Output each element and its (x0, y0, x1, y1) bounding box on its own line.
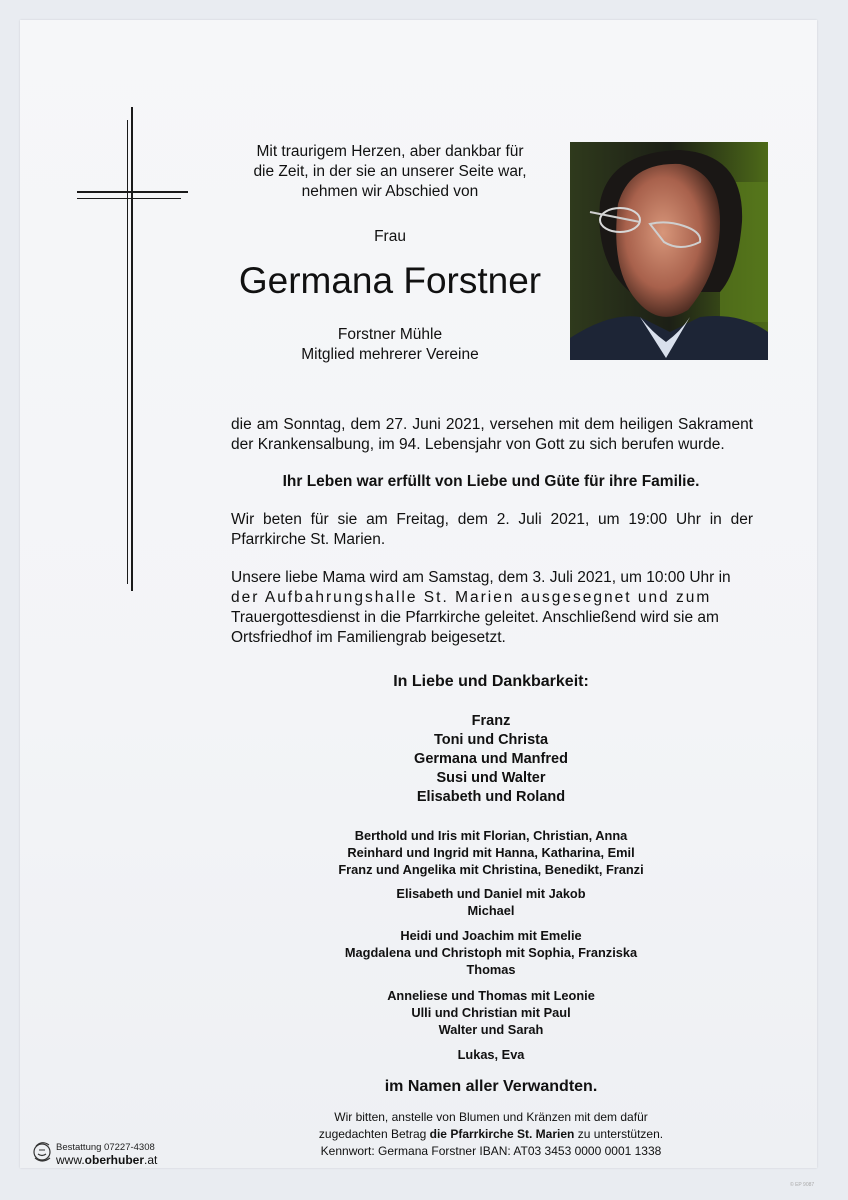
list-item: Germana und Manfred (414, 751, 568, 767)
list-item: Anneliese und Thomas mit Leonie (387, 988, 595, 1003)
list-item: Reinhard und Ingrid mit Hanna, Katharina, Emil (347, 845, 635, 860)
list-item: Michael (467, 903, 515, 918)
cross-vertical-bar (131, 107, 133, 591)
children-list (220, 712, 762, 807)
prayer-paragraph: Wir beten für sie am Freitag, dem 2. Juli 2021, um 19:00 Uhr in der Pfarrkirche St. Marien. (231, 511, 753, 548)
list-item: Ulli und Christian mit Paul (411, 1005, 571, 1020)
intro-text: Mit traurigem Herzen, aber dankbar für die Zeit, in der sie an unserer Seite war, nehmen wir Abschied von (253, 143, 527, 200)
list-item: Magdalena und Christoph mit Sophia, Franziska (344, 945, 638, 960)
gratitude-heading: In Liebe und Dankbarkeit: (393, 673, 589, 690)
list-item: Elisabeth und Daniel mit Jakob (396, 886, 586, 901)
life-statement: Ihr Leben war erfüllt von Liebe und Güte für ihre Familie. (282, 473, 700, 490)
salutation: Frau (374, 228, 406, 245)
funeral-home-logo-icon (32, 1140, 54, 1166)
funeral-home-phone: Bestattung 07227-4308 (56, 1142, 155, 1153)
grandchildren-group-4 (220, 987, 762, 1038)
print-id: © EP 9087 (790, 1182, 815, 1188)
grandchildren-group-2 (220, 885, 762, 919)
obituary-sheet (20, 20, 817, 1168)
portrait-photo (570, 142, 768, 360)
deceased-name: Germana Forstner (238, 260, 542, 301)
list-item: Franz (471, 713, 511, 729)
portrait-illustration (570, 142, 768, 360)
list-item: Toni und Christa (433, 732, 549, 748)
relatives-line: im Namen aller Verwandten. (384, 1078, 598, 1095)
list-item: Elisabeth und Roland (416, 789, 566, 805)
donation-note: Wir bitten, anstelle von Blumen und Kränzen mit dem dafür zugedachten Betrag die Pfarrkirche St. Marien zu unterstützen. Kennwort: Germana Forstner IBAN: AT03 3453 0000 0001 1338 (318, 1110, 664, 1158)
grandchildren-group-5 (220, 1046, 762, 1063)
list-item: Heidi und Joachim mit Emelie (400, 928, 582, 943)
funeral-home-url: www.oberhuber.at (56, 1153, 158, 1167)
list-item: Walter und Sarah (438, 1022, 544, 1037)
list-item: Berthold und Iris mit Florian, Christian, Anna (354, 828, 628, 843)
grandchildren-group-3 (220, 927, 762, 978)
subtitle: Forstner Mühle Mitglied mehrerer Vereine (301, 326, 479, 363)
cross-horizontal-bar (77, 191, 188, 193)
list-item: Franz und Angelika mit Christina, Benedikt, Franzi (338, 862, 644, 877)
funeral-paragraph: Unsere liebe Mama wird am Samstag, dem 3. Juli 2021, um 10:00 Uhr in der Aufbahrungshalle St. Marien ausgesegnet und zum Trauergottesdienst in die Pfarrkirche geleitet. Anschließend wird sie am Ortsfriedhof im Familiengrab beigesetzt. (231, 569, 731, 646)
list-item: Thomas (466, 962, 516, 977)
grandchildren-group-1 (220, 827, 762, 878)
death-paragraph: die am Sonntag, dem 27. Juni 2021, versehen mit dem heiligen Sakrament der Krankensalbung, im 94. Lebensjahr von Gott zu sich berufen wurde. (231, 416, 753, 453)
cross-vertical-thin-bar (127, 120, 128, 584)
list-item: Lukas, Eva (457, 1047, 525, 1062)
cross-horizontal-thin-bar (77, 198, 181, 199)
funeral-home-brand (32, 1140, 182, 1168)
list-item: Susi und Walter (436, 770, 546, 786)
